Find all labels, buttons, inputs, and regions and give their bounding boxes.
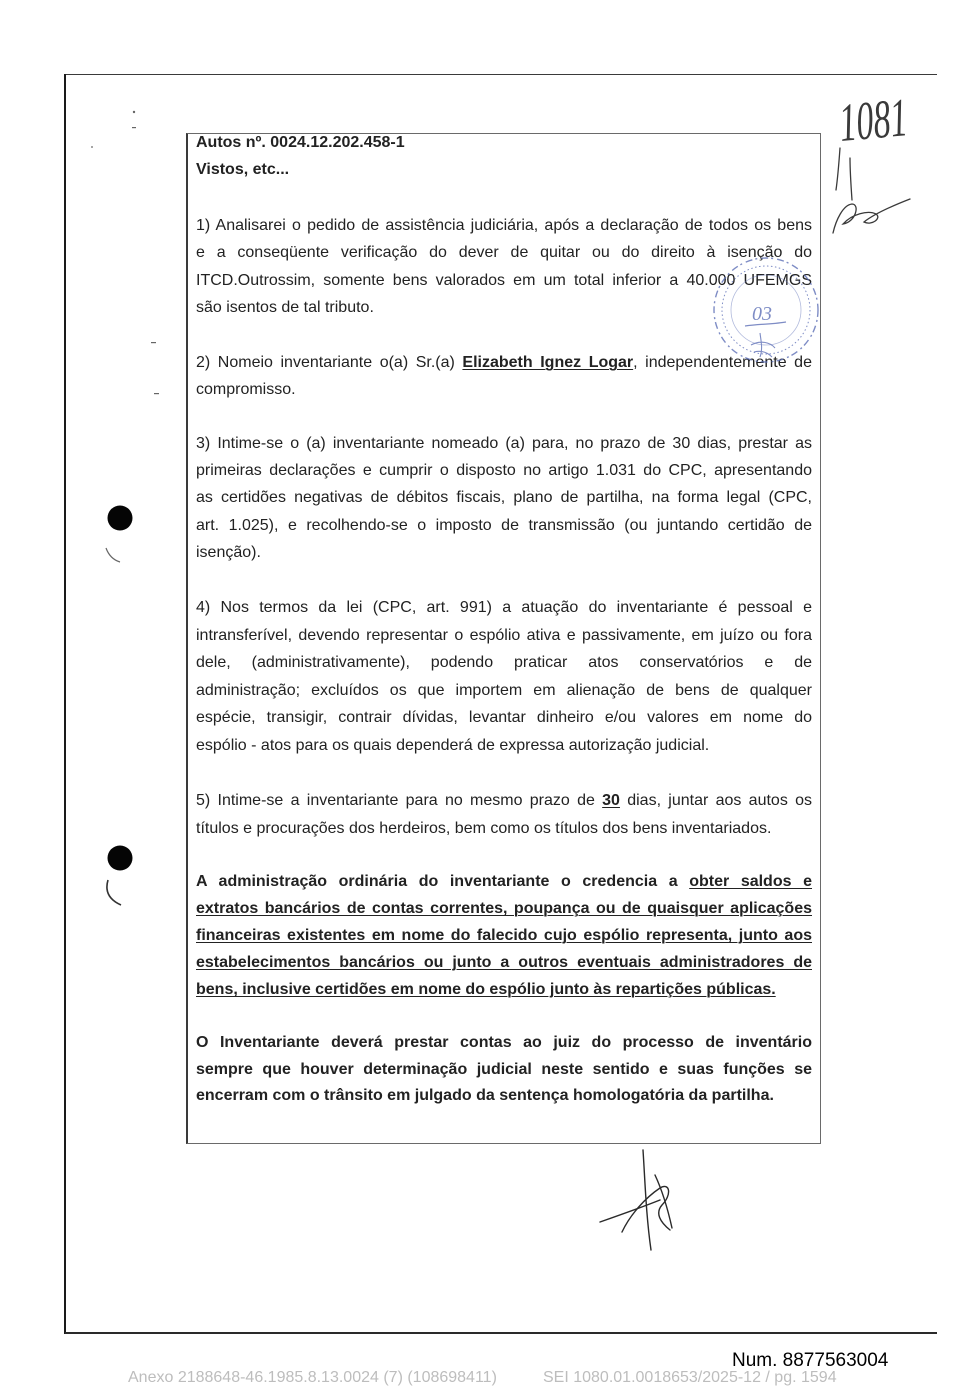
item-4-line: intransferível, devendo representar o espólio ativa e passivamente, em juízo ou fora xyxy=(196,626,812,644)
item-2-line-start: 2) Nomeio inventariante o(a) Sr.(a) xyxy=(196,354,463,371)
administration-underlined-line: financeiras existentes em nome do falecido cujo espólio representa, junto aos xyxy=(196,927,812,944)
item-5-line: títulos e procurações dos herdeiros, bem como os títulos dos bens inventariados. xyxy=(196,820,772,837)
page-frame-left xyxy=(64,74,66,1334)
item-1-paragraph xyxy=(196,212,812,321)
case-number: Autos nº. 0024.12.202.458-1 xyxy=(196,134,405,151)
item-5-line-end: dias, juntar aos autos os xyxy=(619,792,813,809)
item-2-line: compromisso. xyxy=(196,380,296,398)
judge-signature xyxy=(600,1150,672,1250)
folio-strokes xyxy=(836,148,852,200)
inventariante-name: Elizabeth Ignez Logar xyxy=(462,354,634,371)
item-1-line: ITCD.Outrossim, somente bens valorados em um total inferior a 40.000 UFEMGS xyxy=(196,271,812,289)
document-number: Num. 8877563004 xyxy=(732,1350,889,1371)
greeting: Vistos, etc... xyxy=(196,161,290,178)
item-1-line: 1) Analisarei o pedido de assistência judiciária, após a declaração de todos os bens xyxy=(196,217,812,234)
item-5-paragraph xyxy=(196,787,812,843)
item-4-line: espólio - atos para os quais dependerá de expressa autorização judicial. xyxy=(196,736,710,754)
margin-specks xyxy=(91,111,159,394)
punch-mark-lower xyxy=(107,880,121,905)
item-1-line: e a conseqüente verificação do dever de quitar ou do direito à isenção do xyxy=(196,244,812,262)
item-1-line: são isentos de tal tributo. xyxy=(196,298,374,316)
item-2-line xyxy=(196,350,812,377)
administration-underlined-start: obter saldos e xyxy=(689,873,813,890)
item-5-line xyxy=(196,787,812,815)
administration-underlined-line: bens, inclusive certidões em nome do espólio junto às repartições públicas. xyxy=(196,981,776,998)
folio-number: 1081 xyxy=(836,87,910,153)
item-2-line-end: , independentemente de xyxy=(633,354,812,371)
punch-hole-lower xyxy=(108,846,133,871)
item-3-line: 3) Intime-se o (a) inventariante nomeado (a) para, no prazo de 30 dias, prestar as xyxy=(196,435,812,452)
item-4-line: espécie, transigir, contrair dívidas, levantar dinheiro e/ou valores em nome do xyxy=(196,709,812,727)
accountability-line: sempre que houver determinação judicial neste sentido e suas funções se xyxy=(196,1060,812,1078)
sei-reference: SEI 1080.01.0018653/2025-12 / pg. 1594 xyxy=(543,1369,837,1386)
accountability-line: O Inventariante deverá prestar contas ao juiz do processo de inventário xyxy=(196,1034,812,1051)
punch-hole-upper xyxy=(108,506,133,531)
page-frame-top xyxy=(65,74,937,75)
item-4-line: 4) Nos termos da lei (CPC, art. 991) a atuação do inventariante é pessoal e xyxy=(196,599,812,616)
administration-line xyxy=(196,868,812,895)
administration-underlined-line: estabelecimentos bancários ou junto a outros eventuais administradores de xyxy=(196,954,812,971)
accountability-line: encerram com o trânsito em julgado da sentença homologatória da partilha. xyxy=(196,1087,774,1104)
folio-annotation xyxy=(833,87,910,233)
item-3-line: art. 1.025), e recolhendo-se o imposto de transmissão (ou juntando certidão de xyxy=(196,516,812,534)
item-4-line: dele, (administrativamente), podendo praticar atos conservatórios e de xyxy=(196,654,812,672)
administration-clause xyxy=(196,868,812,1003)
administration-underlined-line: extratos bancários de contas correntes, poupança ou de quaisquer aplicações xyxy=(196,900,812,917)
punch-mark-upper xyxy=(106,548,120,562)
annex-reference: Anexo 2188648-46.1985.8.13.0024 (7) (108698411) xyxy=(128,1369,497,1386)
stamp-number: 03 xyxy=(752,303,772,325)
deadline-days: 30 xyxy=(602,792,620,809)
page-frame-bottom xyxy=(65,1332,937,1334)
rubric-initials xyxy=(833,199,910,233)
item-4-paragraph xyxy=(196,594,812,760)
administration-line-start: A administração ordinária do inventariante o credencia a xyxy=(196,873,690,890)
item-4-line: administração; excluídos os que importem em alienação de bens de qualquer xyxy=(196,681,812,699)
item-3-paragraph xyxy=(196,430,812,566)
item-3-line: primeiras declarações e cumprir o disposto no artigo 1.031 do CPC, apresentando xyxy=(196,462,812,480)
item-2-paragraph xyxy=(196,350,812,403)
item-3-line: isenção). xyxy=(196,543,261,561)
accountability-clause xyxy=(196,1030,812,1110)
item-5-line-start: 5) Intime-se a inventariante para no mesmo prazo de xyxy=(196,792,603,809)
item-3-line: as certidões negativas de débitos fiscais, plano de partilha, na forma legal (CPC, xyxy=(196,489,812,507)
